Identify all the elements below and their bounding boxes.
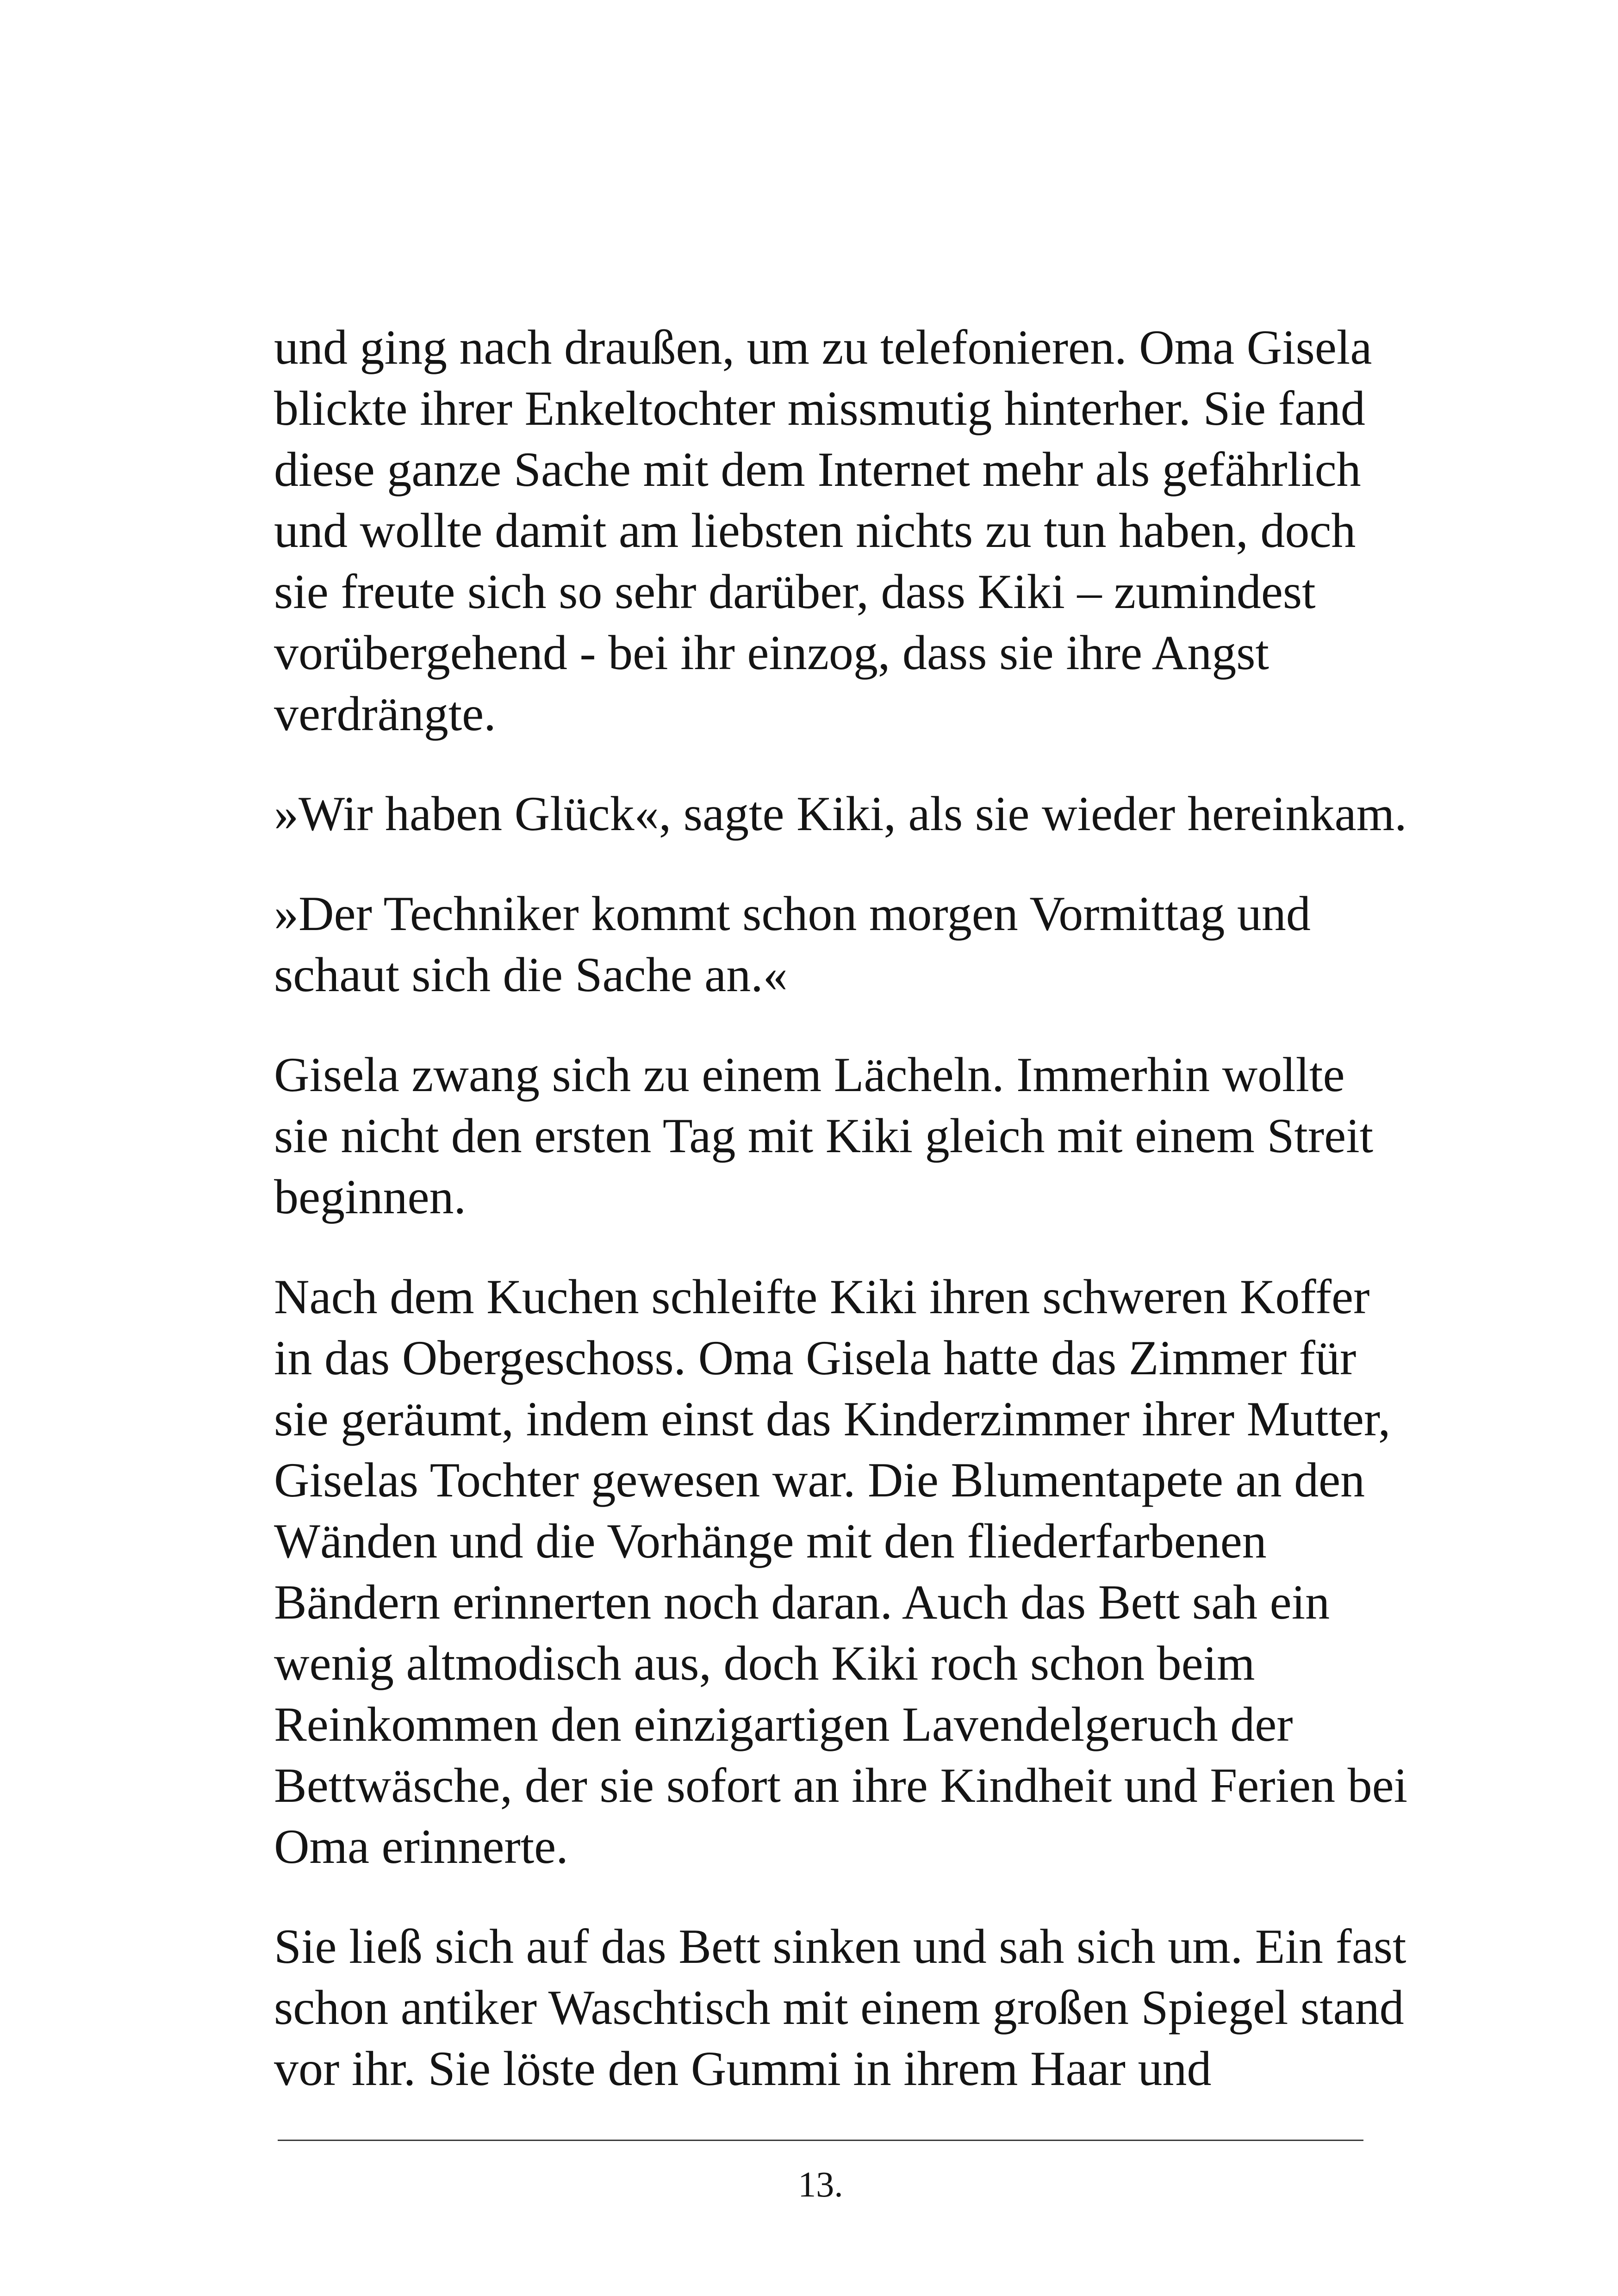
paragraph-2 (274, 783, 1407, 844)
text-line: »Wir haben Glück«, sagte Kiki, als sie wieder hereinkam. (274, 787, 1407, 841)
text-line: schon antiker Waschtisch mit einem großen Spiegel stand (274, 1980, 1404, 2035)
paragraph-5 (274, 1266, 1408, 1877)
text-line: vor ihr. Sie löste den Gummi in ihrem Haar und (274, 2042, 1212, 2096)
text-line: sie nicht den ersten Tag mit Kiki gleich mit einem Streit (274, 1109, 1374, 1163)
footer-divider (278, 2140, 1363, 2141)
text-line: Wänden und die Vorhänge mit den fliederfarbenen (274, 1514, 1267, 1568)
text-line: und ging nach draußen, um zu telefonieren. Oma Gisela (274, 320, 1372, 374)
paragraph-4 (274, 1044, 1375, 1228)
body-text (274, 317, 1408, 2099)
text-line: Reinkommen den einzigartigen Lavendelgeruch der (274, 1697, 1293, 1751)
text-line: in das Obergeschoss. Oma Gisela hatte das Zimmer für (274, 1331, 1357, 1385)
text-line: verdrängte. (274, 687, 496, 741)
page-number: 13. (798, 2164, 843, 2204)
text-line: Oma erinnerte. (274, 1819, 568, 1874)
paragraph-1 (274, 317, 1375, 745)
text-line: vorübergehend - bei ihr einzog, dass sie ihre Angst (274, 626, 1269, 680)
text-line: blickte ihrer Enkeltochter missmutig hinterher. Sie fand (274, 381, 1365, 435)
text-line: Nach dem Kuchen schleifte Kiki ihren schweren Koffer (274, 1270, 1370, 1324)
text-line: wenig altmodisch aus, doch Kiki roch schon beim (274, 1636, 1255, 1690)
text-line: beginnen. (274, 1170, 467, 1224)
text-line: Giselas Tochter gewesen war. Die Blumentapete an den (274, 1453, 1365, 1507)
text-line: sie freute sich so sehr darüber, dass Kiki – zumindest (274, 565, 1316, 619)
paragraph-3 (274, 883, 1375, 1005)
text-line: Gisela zwang sich zu einem Lächeln. Immerhin wollte (274, 1048, 1345, 1102)
paragraph-6 (274, 1916, 1406, 2099)
text-line: und wollte damit am liebsten nichts zu tun haben, doch (274, 503, 1356, 558)
text-line: schaut sich die Sache an.« (274, 948, 788, 1002)
text-line: diese ganze Sache mit dem Internet mehr als gefährlich (274, 442, 1361, 496)
text-line: »Der Techniker kommt schon morgen Vormittag und (274, 887, 1311, 941)
text-line: Sie ließ sich auf das Bett sinken und sah sich um. Ein fast (274, 1919, 1406, 1973)
text-line: sie geräumt, indem einst das Kinderzimmer ihrer Mutter, (274, 1392, 1391, 1446)
text-line: Bettwäsche, der sie sofort an ihre Kindheit und Ferien bei (274, 1758, 1408, 1812)
text-line: Bändern erinnerten noch daran. Auch das Bett sah ein (274, 1575, 1330, 1629)
